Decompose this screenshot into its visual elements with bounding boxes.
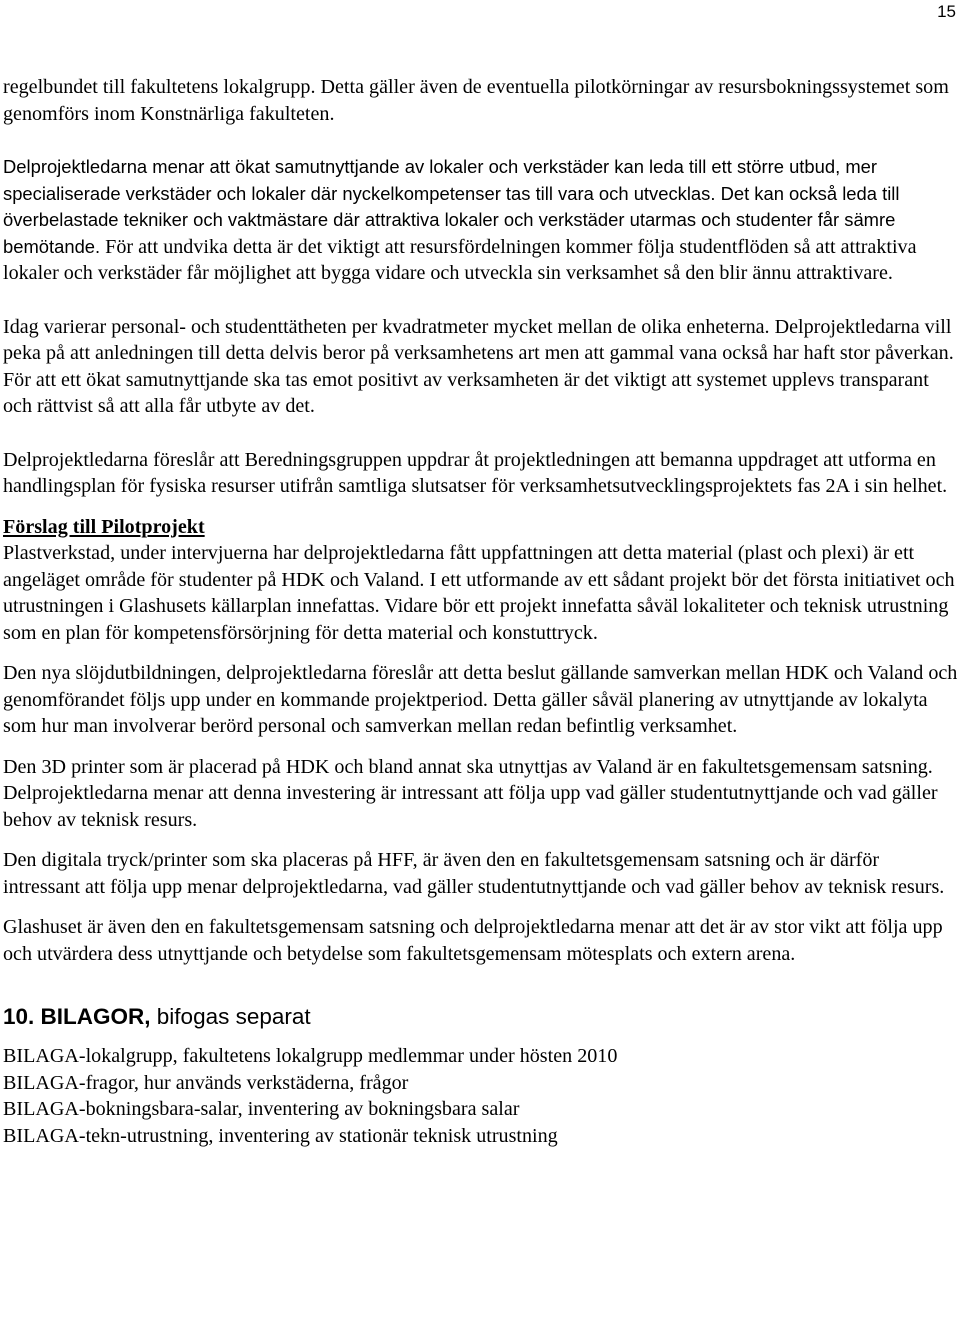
paragraph-digital-printer: Den digitala tryck/printer som ska placeras på HFF, är även den en fakultetsgemensam satsning och är därför intressant att följa upp menar delprojektledarna, vad gäller studentutnyttjande och vad gäller behov av teknisk resurs. (3, 849, 945, 898)
paragraph-slojdutbildning: Den nya slöjdutbildningen, delprojektledarna föreslår att detta beslut gällande samverkan mellan HDK och Valand och genomförandet följs upp under en kommande projektperiod. Detta gäller såväl planering av utnyttjande av lokalyta som hur man involverar berörd personal och samverkan mellan redan befintlig verksamhet. (3, 662, 958, 737)
section-number: 10. (3, 1004, 35, 1029)
section-title: BILAGOR, (40, 1004, 151, 1029)
attachment-list (3, 1043, 958, 1149)
attachment-item: BILAGA-bokningsbara-salar, inventering av bokningsbara salar (3, 1098, 520, 1120)
paragraph-plastverkstad: Plastverkstad, under intervjuerna har delprojektledarna fått uppfattningen att detta material (plast och plexi) är ett angeläget område för studenter på HDK och Valand. I ett utformande av ett sådant projekt bör det första initiativet och utrustningen i Glashusets källarplan innefattas. Vidare bör ett projekt innefatta såväl lokaliteter och teknisk utrustning som en plan för kompetensförsörjning för detta material och konstuttryck. (3, 542, 955, 644)
paragraph-beredningsgruppen: Delprojektledarna föreslår att Beredningsgruppen uppdrar åt projektledningen att bemanna uppdraget att utforma en handlingsplan för fysiska resurser utifrån samtliga slutsatser för verksamhetsutvecklingsprojektets fas 2A i sin helhet. (3, 448, 948, 497)
pilot-heading: Förslag till Pilotprojekt (3, 515, 205, 538)
paragraph-glashuset: Glashuset är även den en fakultetsgemensam satsning och delprojektledarna menar att det är av stor vikt att följa upp och utvärdera dess utnyttjande och betydelse som fakultetsgemensam mötesplats och extern arena. (3, 916, 943, 965)
document-body (3, 74, 958, 1149)
paragraph-samutnyttjande-part2: För att undvika detta är det viktigt att resursfördelningen kommer följa studentflöden så att attraktiva lokaler och verkstäder får möjlighet att bygga vidare och utveckla sin verksamhet så den blir ännu attraktivare. (3, 235, 917, 284)
section-heading-bilagor (3, 1003, 958, 1031)
attachment-item: BILAGA-tekn-utrustning, inventering av stationär teknisk utrustning (3, 1124, 558, 1147)
section-suffix: bifogas separat (150, 1004, 311, 1029)
paragraph-3d-printer: Den 3D printer som är placerad på HDK och bland annat ska utnyttjas av Valand är en fakultetsgemensam satsning. Delprojektledarna menar att denna investering är intressant att följa upp vad gäller studentutnyttjande och vad gäller behov av teknisk resurs. (3, 755, 938, 831)
paragraph-personaltathet: Idag varierar personal- och studenttätheten per kvadratmeter mycket mellan de olika enheterna. Delprojektledarna vill peka på att anledningen till detta delvis beror på verksamhetens art men att gammal vana också har haft stor påverkan. För att ett ökat samutnyttjande ska tas emot positivt av verksamheten är det viktigt att systemet upplevs transparant och rättvist så att alla får utbyte av det. (3, 315, 954, 417)
attachment-item: BILAGA-lokalgrupp, fakultetens lokalgrupp medlemmar under hösten 2010 (3, 1045, 618, 1067)
paragraph-samutnyttjande-part1: Delprojektledarna menar att ökat samutnyttjande av lokaler och verkstäder kan leda till ett större utbud, mer specialiserade verkstäder och lokaler där nyckelkompetenser tas till vara och utvecklas. Det kan också leda till överbelastade tekniker och vaktmästare där attraktiva lokaler och verkstäder utarmas och studenter får sämre bemötande. (3, 156, 900, 257)
page-number: 15 (937, 2, 956, 21)
attachment-item: BILAGA-fragor, hur används verkstäderna, frågor (3, 1071, 409, 1094)
paragraph-lokalgrupp: regelbundet till fakultetens lokalgrupp. Detta gäller även de eventuella pilotkörningar av resursbokningssystemet som genomförs inom Konstnärliga fakulteten. (3, 76, 949, 125)
paragraph-samutnyttjande (3, 154, 958, 287)
